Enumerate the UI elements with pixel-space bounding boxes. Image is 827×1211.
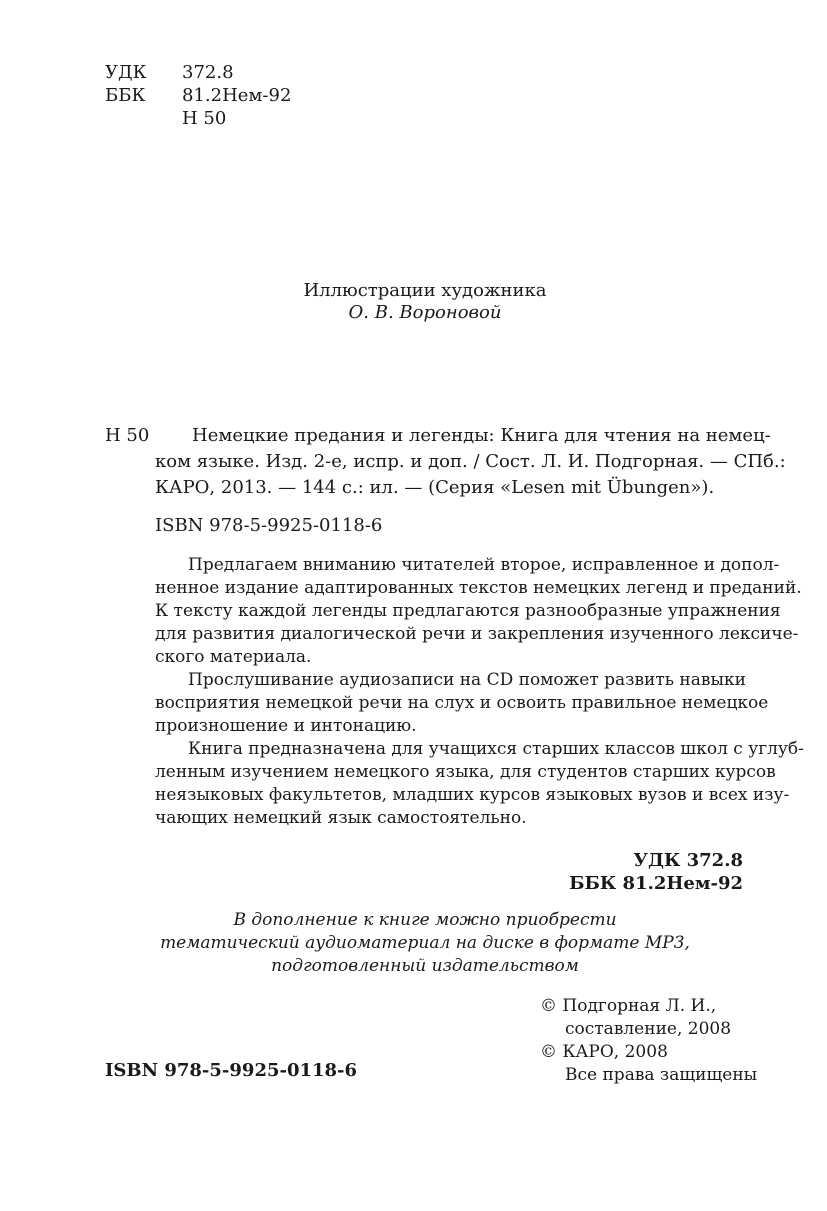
annotation-line: Прослушивание аудиозаписи на CD поможет развить навыки [188, 670, 746, 690]
udk-label: УДК [105, 62, 147, 83]
annotation-line: Книга предназначена для учащихся старших классов школ с углуб- [188, 739, 804, 759]
audio-note-line: В дополнение к книге можно приобрести [233, 910, 617, 930]
isbn-bottom: ISBN 978-5-9925-0118-6 [105, 1060, 358, 1081]
isbn-line: ISBN 978-5-9925-0118-6 [155, 515, 383, 536]
annotation-line: ленным изучением немецкого языка, для студентов старших курсов [155, 762, 776, 782]
annotation-line: для развития диалогической речи и закрепления изученного лексиче- [155, 624, 799, 644]
copyright-line: составление, 2008 [565, 1019, 732, 1039]
udk-value: 372.8 [182, 62, 234, 83]
audio-note-line: подготовленный издательством [271, 956, 579, 976]
illustrations-title: Иллюстрации художника [303, 280, 547, 301]
bibliography-line: ком языке. Изд. 2-е, испр. и доп. / Сост. Л. И. Подгорная. — СПб.: [155, 451, 786, 472]
bbk-value: 81.2Нем-92 [182, 85, 292, 106]
annotation-line: Предлагаем вниманию читателей второе, исправленное и допол- [188, 555, 780, 575]
annotation-line: ненное издание адаптированных текстов немецких легенд и преданий. [155, 578, 802, 598]
annotation-line: чающих немецкий язык самостоятельно. [155, 808, 527, 828]
annotation-line: К тексту каждой легенды предлагаются разнообразные упражнения [155, 601, 781, 621]
annotation-line: неязыковых факультетов, младших курсов языковых вузов и всех изу- [155, 785, 790, 805]
annotation-line: произношение и интонацию. [155, 716, 417, 736]
illustrator-name: О. В. Вороновой [348, 302, 502, 323]
copyright-line: Все права защищены [565, 1065, 758, 1085]
bbk-label: ББК [105, 85, 146, 106]
copyright-line: © Подгорная Л. И., [540, 996, 717, 1016]
bibliography-mark: Н 50 [105, 425, 150, 446]
bbk-bottom: ББК 81.2Нем-92 [569, 873, 743, 894]
udk-bottom: УДК 372.8 [633, 850, 743, 871]
copyright-line: © КАРО, 2008 [540, 1042, 668, 1062]
bibliography-line: Немецкие предания и легенды: Книга для чтения на немец- [192, 425, 771, 446]
audio-note-line: тематический аудиоматериал на диске в формате МР3, [160, 933, 690, 953]
bibliography-line: КАРО, 2013. — 144 с.: ил. — (Серия «Lesen mit Übungen»). [155, 477, 715, 498]
annotation-line: восприятия немецкой речи на слух и освоить правильное немецкое [155, 693, 769, 713]
author-mark: Н 50 [182, 108, 227, 129]
annotation-line: ского материала. [155, 647, 312, 667]
